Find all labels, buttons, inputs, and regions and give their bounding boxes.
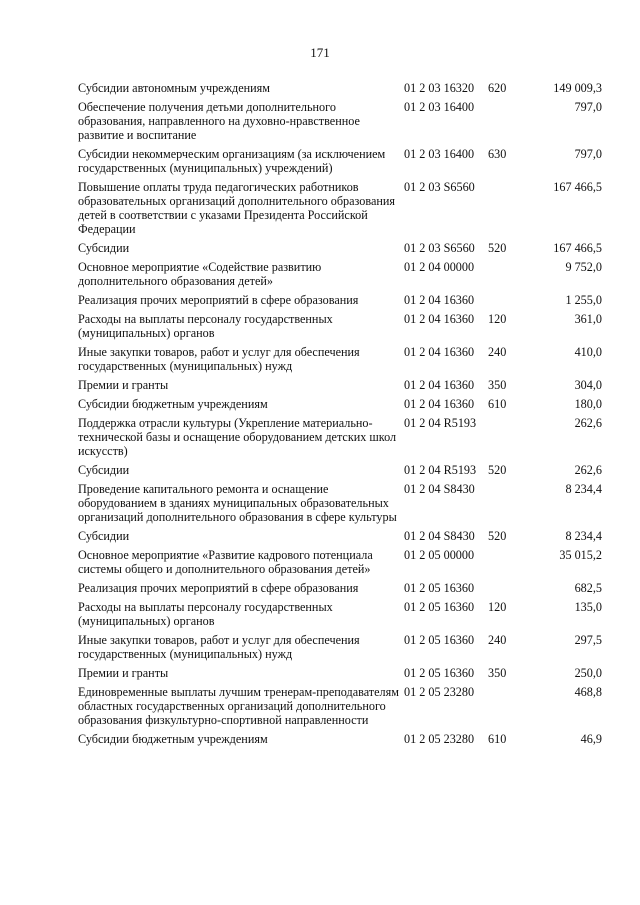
row-amount: 468,8 — [574, 685, 602, 699]
row-code: 01 2 03 S6560 — [404, 241, 475, 255]
row-expense-type — [488, 482, 522, 529]
row-expense-type: 630 — [488, 147, 507, 161]
row-code: 01 2 03 16400 — [404, 100, 475, 114]
table-row — [78, 345, 602, 378]
table-row — [78, 180, 602, 241]
row-expense-type: 240 — [488, 345, 507, 359]
table-row — [78, 600, 602, 633]
row-code: 01 2 04 16360 — [404, 312, 475, 326]
row-expense-type — [488, 260, 522, 293]
row-code: 01 2 05 23280 — [404, 685, 475, 699]
row-amount: 35 015,2 — [559, 548, 602, 562]
table-row — [78, 260, 602, 293]
row-code: 01 2 05 16360 — [404, 666, 475, 680]
table-row — [78, 378, 602, 397]
table-row — [78, 241, 602, 260]
row-name: Поддержка отрасли культуры (Укрепление материально-технической базы и оснащение оборудованием детских школ искусств) — [78, 416, 397, 458]
row-code: 01 2 05 23280 — [404, 732, 475, 746]
table-row — [78, 732, 602, 751]
row-name: Субсидии бюджетным учреждениям — [78, 397, 268, 411]
row-code: 01 2 04 16360 — [404, 345, 475, 359]
row-expense-type: 610 — [488, 732, 507, 746]
row-name: Основное мероприятие «Содействие развитию дополнительного образования детей» — [78, 260, 322, 288]
row-amount: 135,0 — [574, 600, 602, 614]
row-name: Единовременные выплаты лучшим тренерам-преподавателям областных государственных организаций дополнительного образования физкультурно-спортивной направленности — [78, 685, 399, 727]
row-amount: 9 752,0 — [565, 260, 602, 274]
row-expense-type: 120 — [488, 312, 507, 326]
row-expense-type — [488, 685, 522, 732]
row-expense-type: 520 — [488, 241, 507, 255]
row-name: Обеспечение получения детьми дополнительного образования, направленного на духовно-нравственное развитие и воспитание — [78, 100, 360, 142]
table-row — [78, 529, 602, 548]
row-expense-type — [488, 100, 522, 147]
row-expense-type: 520 — [488, 463, 507, 477]
row-code: 01 2 04 16360 — [404, 293, 475, 307]
table-row — [78, 397, 602, 416]
row-code: 01 2 03 16400 — [404, 147, 475, 161]
row-expense-type — [488, 180, 522, 241]
table-row — [78, 416, 602, 463]
row-code: 01 2 04 S8430 — [404, 482, 475, 496]
row-code: 01 2 04 00000 — [404, 260, 475, 274]
row-code: 01 2 05 16360 — [404, 633, 475, 647]
row-amount: 149 009,3 — [553, 81, 602, 95]
row-code: 01 2 04 16360 — [404, 397, 475, 411]
row-expense-type — [488, 293, 522, 312]
row-expense-type: 620 — [488, 81, 507, 95]
row-expense-type — [488, 416, 522, 463]
row-name: Иные закупки товаров, работ и услуг для обеспечения государственных (муниципальных) нужд — [78, 633, 360, 661]
row-code: 01 2 04 S8430 — [404, 529, 475, 543]
row-code: 01 2 03 S6560 — [404, 180, 475, 194]
row-amount: 167 466,5 — [553, 180, 602, 194]
row-name: Проведение капитального ремонта и оснащение оборудованием в зданиях муниципальных образовательных организаций дополнительного образования в сфере культуры — [78, 482, 397, 524]
table-row — [78, 100, 602, 147]
table-row — [78, 633, 602, 666]
table-row — [78, 666, 602, 685]
row-name: Субсидии — [78, 529, 130, 543]
row-name: Расходы на выплаты персоналу государственных (муниципальных) органов — [78, 312, 333, 340]
row-amount: 797,0 — [574, 100, 602, 114]
table-row — [78, 463, 602, 482]
table-row — [78, 482, 602, 529]
row-expense-type: 610 — [488, 397, 507, 411]
row-code: 01 2 05 16360 — [404, 581, 475, 595]
table-row — [78, 685, 602, 732]
table-row — [78, 312, 602, 345]
budget-table — [78, 81, 602, 751]
budget-rows — [78, 81, 602, 751]
row-code: 01 2 04 16360 — [404, 378, 475, 392]
row-expense-type — [488, 581, 522, 600]
row-code: 01 2 03 16320 — [404, 81, 475, 95]
row-amount: 262,6 — [574, 463, 602, 477]
row-amount: 167 466,5 — [553, 241, 602, 255]
row-amount: 410,0 — [574, 345, 602, 359]
row-expense-type: 120 — [488, 600, 507, 614]
row-expense-type: 350 — [488, 666, 507, 680]
row-name: Основное мероприятие «Развитие кадрового потенциала системы общего и дополнительного образования детей» — [78, 548, 373, 576]
row-code: 01 2 05 00000 — [404, 548, 475, 562]
row-amount: 46,9 — [580, 732, 602, 746]
table-row — [78, 147, 602, 180]
page-number: 171 — [310, 45, 330, 60]
row-expense-type: 520 — [488, 529, 507, 543]
row-amount: 262,6 — [574, 416, 602, 430]
table-row — [78, 293, 602, 312]
row-amount: 8 234,4 — [565, 529, 602, 543]
row-name: Премии и гранты — [78, 378, 169, 392]
row-name: Субсидии — [78, 463, 130, 477]
row-code: 01 2 05 16360 — [404, 600, 475, 614]
row-amount: 8 234,4 — [565, 482, 602, 496]
row-amount: 682,5 — [574, 581, 602, 595]
row-name: Реализация прочих мероприятий в сфере образования — [78, 293, 359, 307]
row-name: Субсидии бюджетным учреждениям — [78, 732, 268, 746]
row-amount: 797,0 — [574, 147, 602, 161]
row-name: Премии и гранты — [78, 666, 169, 680]
table-row — [78, 548, 602, 581]
row-name: Реализация прочих мероприятий в сфере образования — [78, 581, 359, 595]
row-name: Иные закупки товаров, работ и услуг для обеспечения государственных (муниципальных) нужд — [78, 345, 360, 373]
row-name: Субсидии некоммерческим организациям (за исключением государственных (муниципальных) учреждений) — [78, 147, 386, 175]
row-expense-type — [488, 548, 522, 581]
table-row — [78, 581, 602, 600]
row-code: 01 2 04 R5193 — [404, 416, 477, 430]
table-row — [78, 81, 602, 100]
row-expense-type: 240 — [488, 633, 507, 647]
row-name: Повышение оплаты труда педагогических работников образовательных организаций дополнительного образования детей в соответствии с указами Президента Российской Федерации — [78, 180, 396, 236]
row-amount: 361,0 — [574, 312, 602, 326]
row-name: Субсидии — [78, 241, 130, 255]
row-amount: 180,0 — [574, 397, 602, 411]
row-name: Субсидии автономным учреждениям — [78, 81, 270, 95]
row-expense-type: 350 — [488, 378, 507, 392]
row-amount: 304,0 — [574, 378, 602, 392]
row-amount: 250,0 — [574, 666, 602, 680]
row-amount: 1 255,0 — [565, 293, 602, 307]
row-name: Расходы на выплаты персоналу государственных (муниципальных) органов — [78, 600, 333, 628]
row-code: 01 2 04 R5193 — [404, 463, 477, 477]
row-amount: 297,5 — [574, 633, 602, 647]
